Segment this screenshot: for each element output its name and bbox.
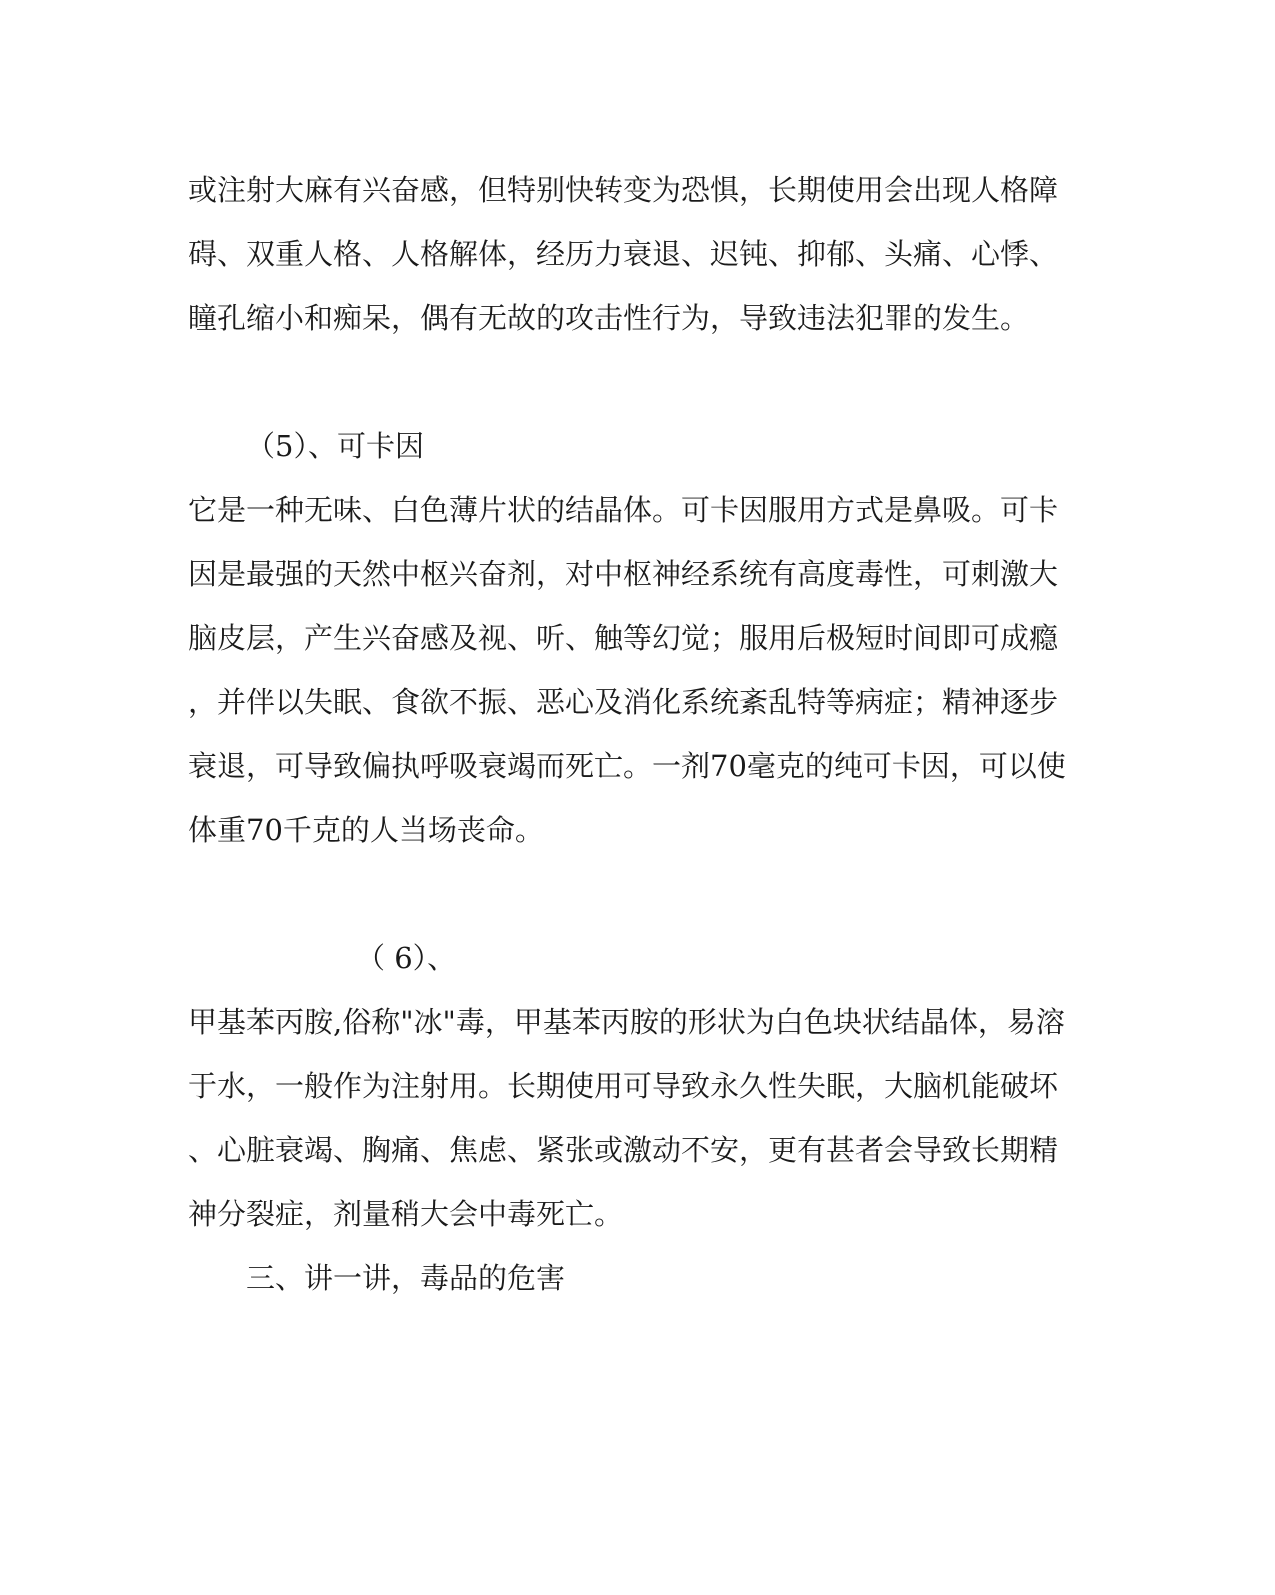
text-line: ，并伴以失眠、食欲不振、恶心及消化系统紊乱特等病症；精神逐步 xyxy=(188,685,1059,719)
text-line: 、心脏衰竭、胸痛、焦虑、紧张或激动不安，更有甚者会导致长期精 xyxy=(188,1133,1059,1167)
text-line: 脑皮层，产生兴奋感及视、听、触等幻觉；服用后极短时间即可成瘾 xyxy=(188,621,1059,655)
text-line: 因是最强的天然中枢兴奋剂，对中枢神经系统有高度毒性，可刺激大 xyxy=(188,557,1059,591)
text-line: 或注射大麻有兴奋感，但特别快转变为恐惧，长期使用会出现人格障 xyxy=(188,173,1059,207)
text-line: 瞳孔缩小和痴呆，偶有无故的攻击性行为，导致违法犯罪的发生。 xyxy=(188,301,1030,335)
section-heading-harms: 三、讲一讲，毒品的危害 xyxy=(246,1261,566,1295)
text-line: 于水，一般作为注射用。长期使用可导致永久性失眠，大脑机能破坏 xyxy=(188,1069,1059,1103)
heading-methamphetamine: （ 6）、 xyxy=(356,941,457,975)
text-line: 它是一种无味、白色薄片状的结晶体。可卡因服用方式是鼻吸。可卡 xyxy=(188,493,1059,527)
text-line: 体重70千克的人当场丧命。 xyxy=(188,813,544,847)
text-line: 甲基苯丙胺,俗称"冰"毒，甲基苯丙胺的形状为白色块状结晶体，易溶 xyxy=(188,1005,1065,1039)
text-line: 神分裂症，剂量稍大会中毒死亡。 xyxy=(188,1197,624,1231)
text-line: 衰退，可导致偏执呼吸衰竭而死亡。一剂70毫克的纯可卡因，可以使 xyxy=(188,749,1066,783)
text-line: 碍、双重人格、人格解体，经历力衰退、迟钝、抑郁、头痛、心悸、 xyxy=(188,237,1059,271)
heading-cocaine: （5）、可卡因 xyxy=(246,429,424,463)
